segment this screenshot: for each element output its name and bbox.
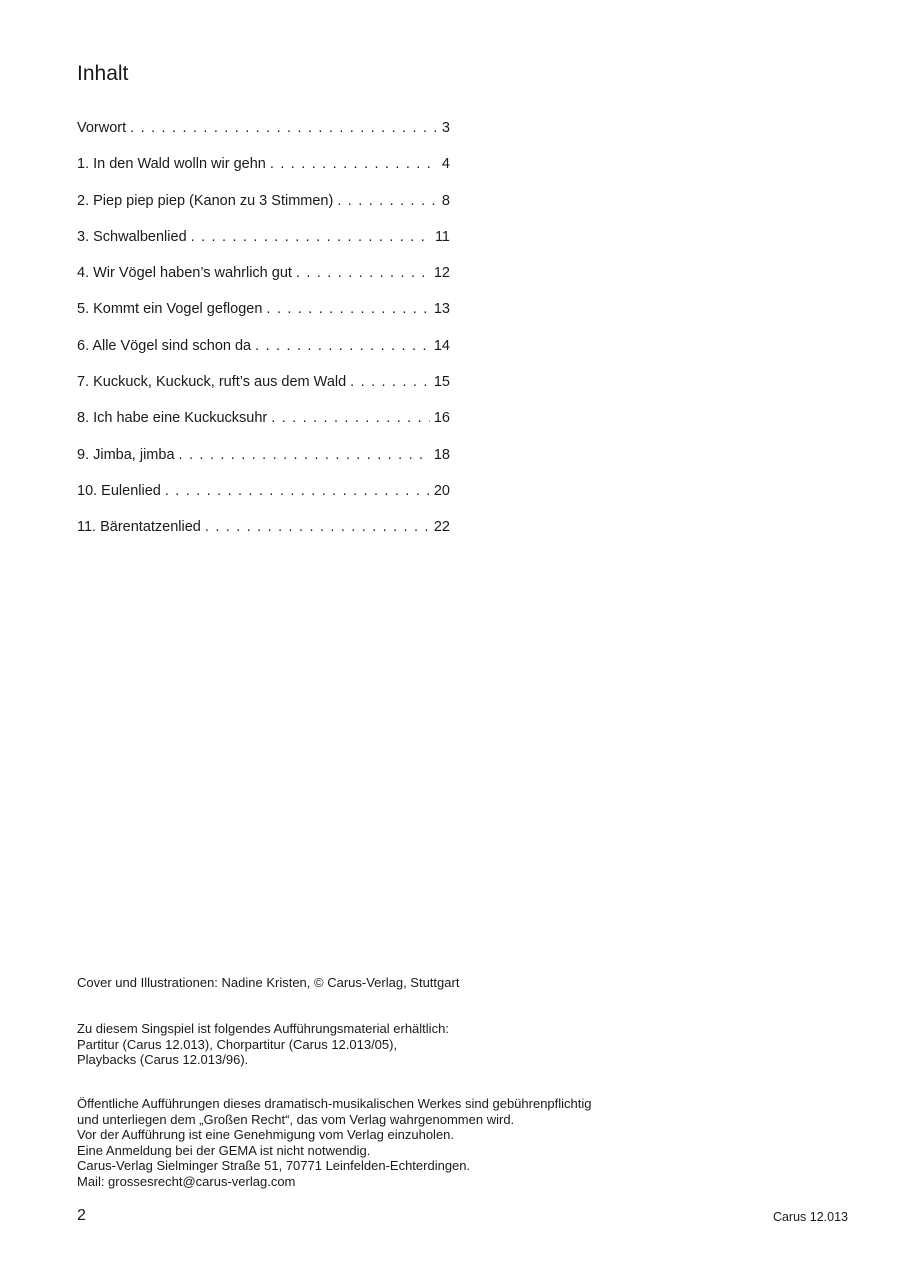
toc-entry-page: 3 bbox=[441, 120, 450, 136]
rights-line: Eine Anmeldung bei der GEMA ist nicht notwendig. bbox=[77, 1142, 371, 1158]
toc-entry-10[interactable] bbox=[77, 479, 450, 515]
toc-entry-7[interactable] bbox=[77, 370, 450, 406]
toc-entry-title: 7. Kuckuck, Kuckuck, ruft’s aus dem Wald bbox=[77, 374, 347, 391]
toc-entry-4[interactable] bbox=[77, 261, 450, 297]
toc-entry-page: 14 bbox=[433, 337, 450, 354]
rights-line: Öffentliche Aufführungen dieses dramatisch-musikalischen Werkes sind gebührenpflichtig bbox=[77, 1096, 592, 1111]
toc-leader-dots bbox=[296, 261, 430, 285]
toc-leader-dots bbox=[191, 225, 431, 249]
rights-line: Vor der Aufführung ist eine Genehmigung vom Verlag einzuholen. bbox=[77, 1127, 455, 1142]
material-line: Partitur (Carus 12.013), Chorpartitur (Carus 12.013/05), bbox=[77, 1036, 398, 1052]
page-title: Inhalt bbox=[77, 62, 129, 85]
toc-entry-5[interactable] bbox=[77, 297, 450, 333]
toc-leader-dots bbox=[271, 406, 430, 430]
performance-rights-note bbox=[77, 1096, 592, 1189]
toc-leader-dots bbox=[270, 152, 438, 176]
toc-entry-title: 6. Alle Vögel sind schon da bbox=[77, 337, 252, 354]
rights-line: und unterliegen dem „Großen Recht“, das vom Verlag wahrgenommen wird. bbox=[77, 1111, 515, 1127]
toc-entry-page: 13 bbox=[433, 301, 450, 318]
rights-email-line[interactable]: Mail: grossesrecht@carus-verlag.com bbox=[77, 1173, 296, 1189]
toc-entry-page: 16 bbox=[433, 410, 450, 427]
toc-entry-6[interactable] bbox=[77, 334, 450, 370]
rights-line: Carus-Verlag Sielminger Straße 51, 70771 Leinfelden-Echterdingen. bbox=[77, 1158, 471, 1173]
toc-leader-dots bbox=[266, 297, 429, 321]
toc-entry-page: 8 bbox=[441, 192, 450, 209]
toc-leader-dots bbox=[165, 479, 430, 503]
toc-entry-9[interactable] bbox=[77, 443, 450, 479]
toc-leader-dots bbox=[337, 189, 438, 213]
toc-entry-1[interactable] bbox=[77, 152, 450, 188]
toc-entry-2[interactable] bbox=[77, 189, 450, 225]
toc-leader-dots bbox=[179, 443, 430, 467]
toc-entry-title: Vorwort bbox=[77, 120, 127, 136]
toc-entry-title: 8. Ich habe eine Kuckucksuhr bbox=[77, 410, 268, 427]
toc-entry-11[interactable] bbox=[77, 515, 450, 551]
toc-leader-dots bbox=[130, 116, 438, 140]
illustration-credits: Cover und Illustrationen: Nadine Kristen, © Carus-Verlag, Stuttgart bbox=[77, 975, 460, 990]
toc-entry-page: 22 bbox=[433, 519, 450, 536]
page-number: 2 bbox=[77, 1207, 86, 1224]
toc-entry-page: 15 bbox=[433, 374, 450, 391]
toc-entry-page: 12 bbox=[433, 265, 450, 282]
toc-entry-vorwort[interactable] bbox=[77, 116, 450, 152]
performance-material-note bbox=[77, 1021, 449, 1068]
toc-leader-dots bbox=[255, 334, 430, 358]
catalog-number: Carus 12.013 bbox=[772, 1210, 848, 1224]
table-of-contents bbox=[77, 116, 450, 552]
toc-entry-title: 10. Eulenlied bbox=[77, 482, 161, 499]
toc-entry-page: 4 bbox=[441, 156, 450, 173]
toc-entry-8[interactable] bbox=[77, 406, 450, 442]
toc-entry-page: 18 bbox=[433, 446, 450, 463]
toc-leader-dots bbox=[350, 370, 430, 394]
toc-entry-page: 20 bbox=[433, 482, 450, 499]
material-line: Zu diesem Singspiel ist folgendes Aufführungsmaterial erhältlich: bbox=[77, 1021, 449, 1036]
material-line: Playbacks (Carus 12.013/96). bbox=[77, 1052, 249, 1067]
toc-entry-title: 2. Piep piep piep (Kanon zu 3 Stimmen) bbox=[77, 192, 334, 209]
toc-entry-title: 5. Kommt ein Vogel geflogen bbox=[77, 301, 263, 318]
toc-entry-page: 11 bbox=[434, 228, 450, 245]
toc-entry-title: 4. Wir Vögel haben’s wahrlich gut bbox=[77, 265, 292, 282]
toc-leader-dots bbox=[205, 515, 430, 539]
toc-entry-3[interactable] bbox=[77, 225, 450, 261]
toc-entry-title: 11. Bärentatzenlied bbox=[77, 519, 201, 536]
toc-entry-title: 9. Jimba, jimba bbox=[77, 446, 175, 463]
toc-entry-title: 3. Schwalbenlied bbox=[77, 228, 187, 245]
toc-entry-title: 1. In den Wald wolln wir gehn bbox=[77, 156, 266, 173]
